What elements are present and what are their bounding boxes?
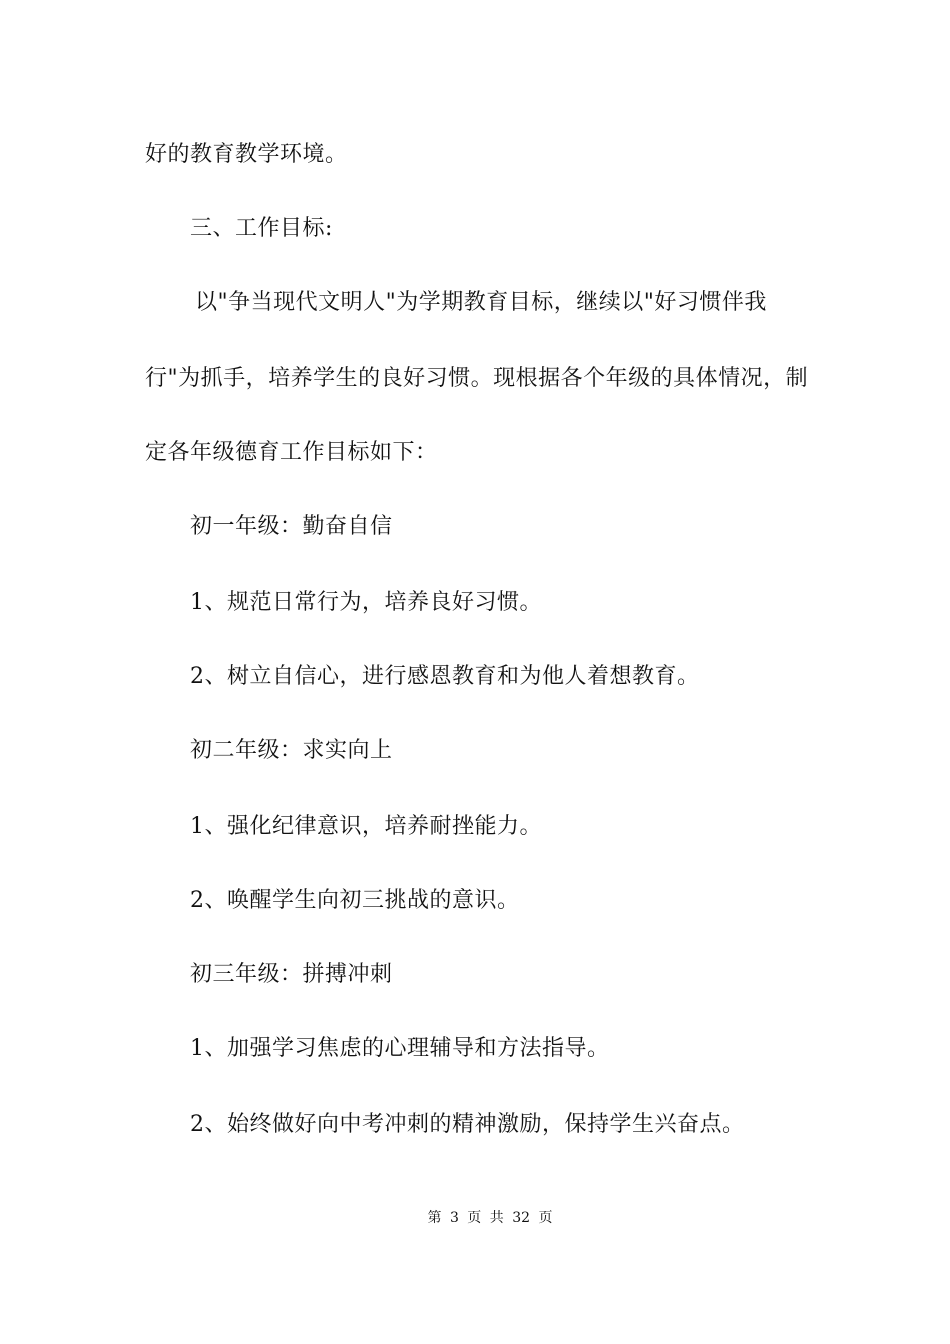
text-line: 行"为抓手，培养学生的良好习惯。现根据各个年级的具体情况，制 (145, 366, 809, 391)
grade-heading: 初三年级：拼搏冲刺 (190, 962, 393, 987)
text-line: 好的教育教学环境。 (145, 142, 348, 167)
text-line: 定各年级德育工作目标如下： (145, 440, 438, 465)
grade-heading: 初一年级：勤奋自信 (190, 514, 393, 539)
list-item: 1、加强学习焦虑的心理辅导和方法指导。 (190, 1036, 610, 1061)
list-item: 2、始终做好向中考冲刺的精神激励，保持学生兴奋点。 (190, 1112, 745, 1137)
section-heading: 三、工作目标: (190, 216, 333, 241)
list-item: 1、规范日常行为，培养良好习惯。 (190, 590, 542, 615)
page-number-footer: 第 3 页 共 32 页 (427, 1210, 553, 1226)
list-item: 1、强化纪律意识，培养耐挫能力。 (190, 814, 542, 839)
text-line: 以"争当现代文明人"为学期教育目标，继续以"好习惯伴我 (195, 290, 767, 315)
grade-heading: 初二年级：求实向上 (190, 738, 393, 763)
list-item: 2、树立自信心，进行感恩教育和为他人着想教育。 (190, 664, 700, 689)
list-item: 2、唤醒学生向初三挑战的意识。 (190, 888, 520, 913)
